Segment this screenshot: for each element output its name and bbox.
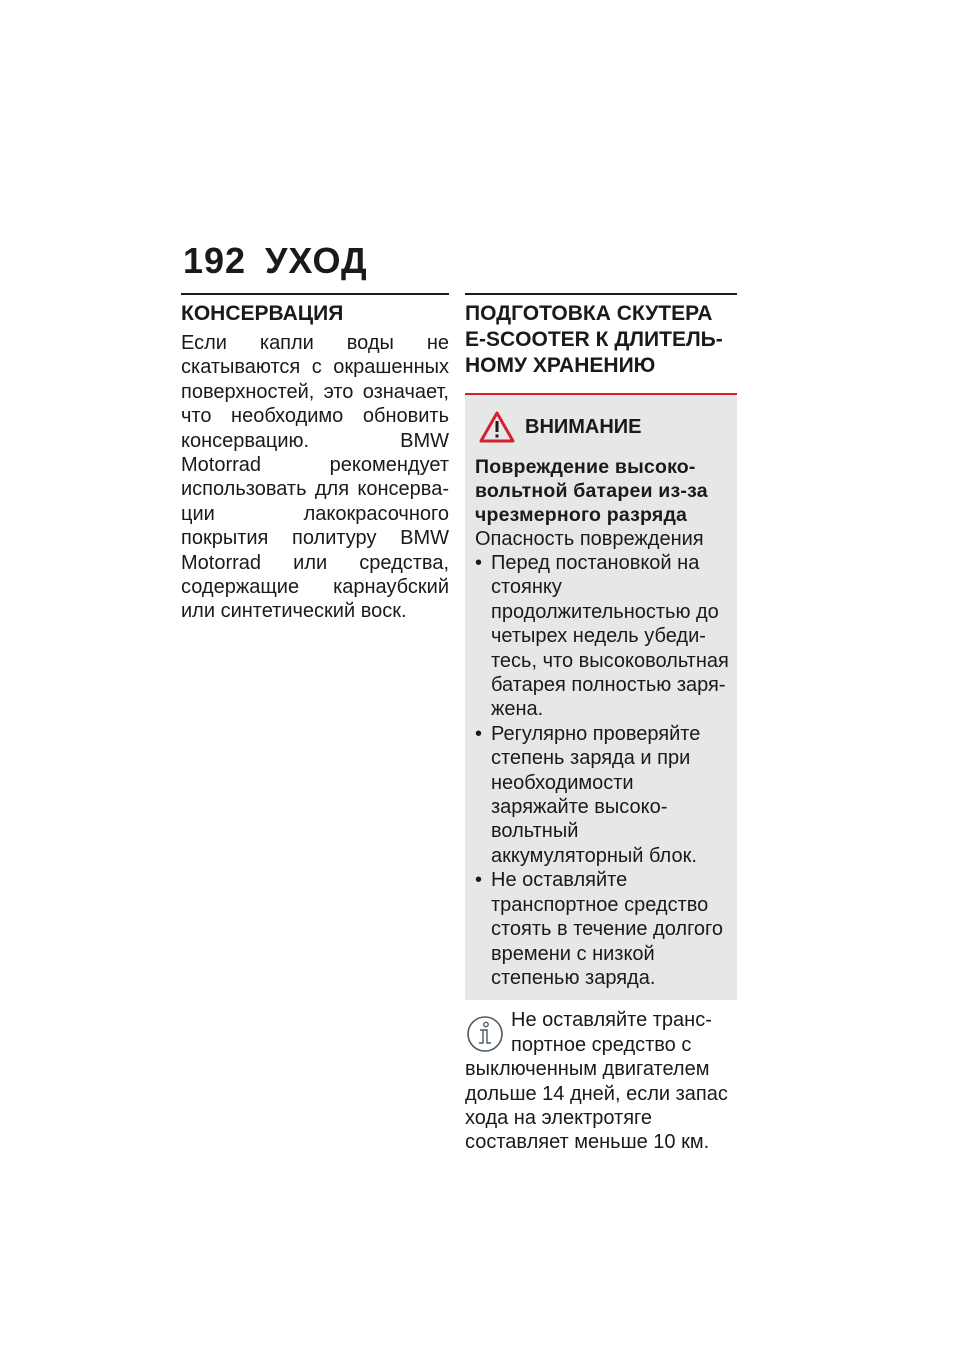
page-number: 192 xyxy=(183,240,247,281)
warning-list xyxy=(475,551,737,990)
warning-subtitle: Опасность повреждения xyxy=(475,528,704,550)
info-note xyxy=(465,1008,737,1154)
warning-header xyxy=(475,407,737,447)
warning-title: Повреждение высоковольтной батареи из-за чрезмерного разряда xyxy=(475,456,708,526)
list-item: • Перед постановкой на стоянку продолжительностью до четырех недель убедитесь, что высоковольтная батарея полностью заряжена. xyxy=(475,551,731,722)
chapter-title: УХОД xyxy=(265,240,368,281)
page-header xyxy=(183,240,368,282)
section-title-conservation: КОНСЕРВАЦИЯ xyxy=(181,302,344,325)
warning-label: ВНИМАНИЕ xyxy=(525,415,642,438)
section-rule xyxy=(465,293,737,295)
info-text: Не оставляйте транспортное средство с выключенным двигателем дольше 14 дней, если запас хода на электротяге составляет меньше 10 км. xyxy=(465,1009,728,1154)
right-column xyxy=(465,293,737,1155)
left-column xyxy=(181,293,449,624)
warning-box xyxy=(465,395,737,1000)
conservation-text: Если капли воды не скатываются с окрашенных поверхностей, это означает, что необходимо обновить консервацию. BMW Motorrad рекомендует использовать для консервации лакокрасочного покрытия политуру BMW Motorrad или средства, содержащие карнаубский или синтетический воск. xyxy=(181,332,449,623)
section-rule xyxy=(181,293,449,295)
list-item: • Регулярно проверяйте степень заряда и при необходимости заряжайте высоковольтный аккумуляторный блок. xyxy=(475,722,731,868)
section-title-storage: ПОДГОТОВКА СКУТЕРА E-SCOOTER К ДЛИТЕЛЬНОМУ ХРАНЕНИЮ xyxy=(465,302,723,377)
info-icon xyxy=(465,1014,505,1054)
list-item: • Не оставляйте транспортное средство стоять в течение долгого времени с низкой степенью заряда. xyxy=(475,868,731,990)
warning-triangle-icon xyxy=(479,411,515,443)
